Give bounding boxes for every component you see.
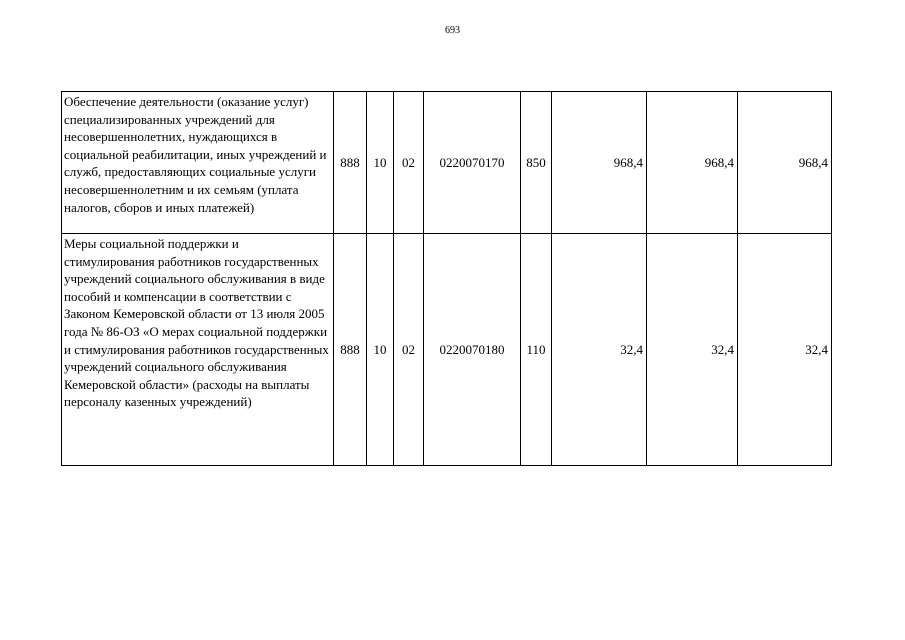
expense-type-code: 110 xyxy=(521,234,552,466)
amount-year-2: 32,4 xyxy=(647,234,738,466)
page-number: 693 xyxy=(445,25,460,36)
expense-description: Обеспечение деятельности (оказание услуг) специализированных учреждений для несовершеннолетних, нуждающихся в социальной реабилитации, иных учреждений и служб, предоставляющих социальные услуги несовершеннолетним и их семьям (уплата налогов, сборов и иных платежей) xyxy=(62,92,334,234)
table-row xyxy=(62,234,832,466)
amount-year-2: 968,4 xyxy=(647,92,738,234)
subsection-code: 02 xyxy=(394,234,424,466)
expense-type-code: 850 xyxy=(521,92,552,234)
amount-year-3: 968,4 xyxy=(738,92,832,234)
section-code: 10 xyxy=(367,234,394,466)
target-article-code: 0220070180 xyxy=(424,234,521,466)
amount-year-3: 32,4 xyxy=(738,234,832,466)
section-code: 10 xyxy=(367,92,394,234)
target-article-code: 0220070170 xyxy=(424,92,521,234)
subsection-code: 02 xyxy=(394,92,424,234)
ministry-code: 888 xyxy=(334,92,367,234)
table-row xyxy=(62,92,832,234)
ministry-code: 888 xyxy=(334,234,367,466)
amount-year-1: 32,4 xyxy=(552,234,647,466)
budget-table xyxy=(61,91,832,466)
amount-year-1: 968,4 xyxy=(552,92,647,234)
expense-description: Меры социальной поддержки и стимулирования работников государственных учреждений социального обслуживания в виде пособий и компенсации в соответствии с Законом Кемеровской области от 13 июля 2005 года № 86-ОЗ «О мерах социальной поддержки и стимулирования работников государственных учреждений социального обслуживания Кемеровской области» (расходы на выплаты персоналу казенных учреждений) xyxy=(62,234,334,466)
